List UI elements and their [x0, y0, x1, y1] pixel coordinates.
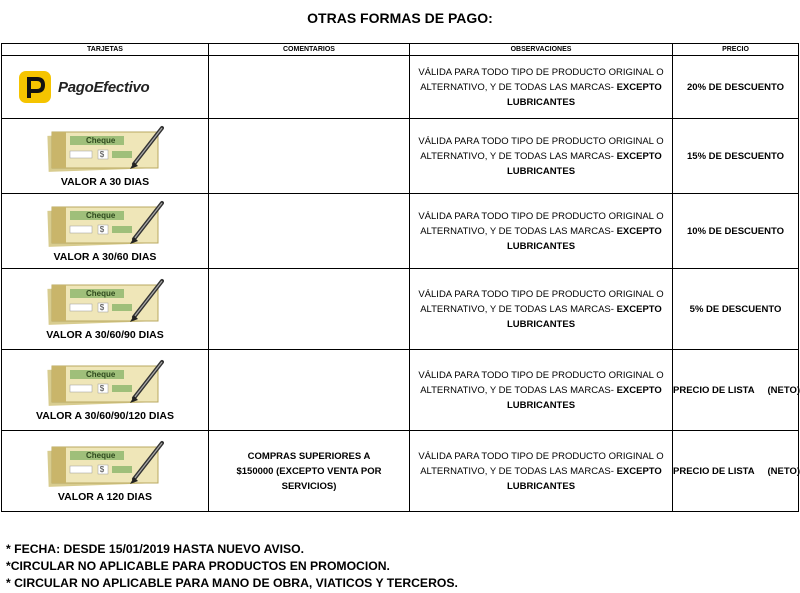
svg-text:$: $ — [99, 225, 105, 234]
table-header-row — [2, 44, 799, 56]
price-cell: PRECIO DE LISTA (NETO) — [673, 431, 799, 512]
observation-text: VÁLIDA PARA TODO TIPO DE PRODUCTO ORIGINAL O ALTERNATIVO, Y DE TODAS LAS MARCAS- — [418, 369, 664, 396]
observation-bold: EXCEPTO LUBRICANTES — [506, 384, 662, 411]
table-row — [2, 56, 799, 119]
price-cell: 20% DE DESCUENTO — [673, 56, 799, 119]
table-row — [2, 194, 799, 269]
observation-bold: EXCEPTO LUBRICANTES — [506, 81, 662, 108]
cheque-word: Cheque — [86, 136, 116, 145]
header-observaciones: OBSERVACIONES — [410, 44, 673, 56]
observation-text: VÁLIDA PARA TODO TIPO DE PRODUCTO ORIGINAL O ALTERNATIVO, Y DE TODAS LAS MARCAS- — [418, 288, 664, 315]
cheque-word: Cheque — [86, 451, 116, 460]
cheque-icon — [46, 277, 164, 327]
table-row — [2, 350, 799, 431]
price-cell: 10% DE DESCUENTO — [673, 194, 799, 269]
observation-text: VÁLIDA PARA TODO TIPO DE PRODUCTO ORIGINAL O ALTERNATIVO, Y DE TODAS LAS MARCAS- — [418, 66, 664, 93]
observation-bold: EXCEPTO LUBRICANTES — [506, 150, 662, 177]
table-row — [2, 119, 799, 194]
svg-text:$: $ — [99, 384, 105, 393]
card-cell — [2, 194, 209, 269]
cheque-label: VALOR A 30/60/90 DIAS — [46, 329, 164, 341]
cheque-label: VALOR A 30/60/90/120 DIAS — [36, 410, 174, 422]
table-row — [2, 269, 799, 350]
observation-bold: EXCEPTO LUBRICANTES — [506, 465, 662, 492]
comment-cell: COMPRAS SUPERIORES A $150000 (EXCEPTO VENTA POR SERVICIOS) — [209, 431, 410, 512]
svg-text:$: $ — [99, 465, 105, 474]
cheque-word: Cheque — [86, 370, 116, 379]
observation-text: VÁLIDA PARA TODO TIPO DE PRODUCTO ORIGINAL O ALTERNATIVO, Y DE TODAS LAS MARCAS- — [418, 135, 664, 162]
price-cell: PRECIO DE LISTA (NETO) — [673, 350, 799, 431]
cheque-word: Cheque — [86, 211, 116, 220]
comment-cell — [209, 119, 410, 194]
cheque-word: Cheque — [86, 289, 116, 298]
observation-cell — [410, 269, 673, 350]
comment-cell — [209, 194, 410, 269]
footnote-date: * FECHA: DESDE 15/01/2019 HASTA NUEVO AVISO. — [6, 542, 304, 556]
cheque-icon — [46, 124, 164, 174]
observation-cell — [410, 431, 673, 512]
cheque-icon — [46, 439, 164, 489]
payment-methods-table — [1, 43, 799, 512]
header-precio: PRECIO — [673, 44, 799, 56]
cheque-label: VALOR A 30/60 DIAS — [53, 251, 157, 263]
observation-cell — [410, 56, 673, 119]
observation-text: VÁLIDA PARA TODO TIPO DE PRODUCTO ORIGINAL O ALTERNATIVO, Y DE TODAS LAS MARCAS- — [418, 210, 664, 237]
pagoefectivo-logo — [2, 70, 208, 104]
price-cell: 5% DE DESCUENTO — [673, 269, 799, 350]
cheque-icon — [46, 199, 164, 249]
observation-bold: EXCEPTO LUBRICANTES — [506, 303, 662, 330]
comment-cell — [209, 56, 410, 119]
observation-cell — [410, 194, 673, 269]
header-comentarios: COMENTARIOS — [209, 44, 410, 56]
logo-text: PagoEfectivo — [58, 78, 150, 96]
cheque-label: VALOR A 30 DIAS — [60, 176, 150, 188]
price-cell: 15% DE DESCUENTO — [673, 119, 799, 194]
pagoefectivo-icon — [18, 70, 52, 104]
footnote-promo: *CIRCULAR NO APLICABLE PARA PRODUCTOS EN PROMOCION. — [6, 559, 390, 573]
cheque-icon — [46, 358, 164, 408]
header-tarjetas: TARJETAS — [2, 44, 209, 56]
footnotes — [6, 541, 458, 592]
card-cell — [2, 269, 209, 350]
observation-cell — [410, 119, 673, 194]
cheque-label: VALOR A 120 DIAS — [57, 491, 153, 503]
footnote-labor: * CIRCULAR NO APLICABLE PARA MANO DE OBRA, VIATICOS Y TERCEROS. — [6, 576, 458, 590]
comment-cell — [209, 350, 410, 431]
card-cell — [2, 350, 209, 431]
table-row — [2, 431, 799, 512]
svg-text:$: $ — [99, 150, 105, 159]
observation-text: VÁLIDA PARA TODO TIPO DE PRODUCTO ORIGINAL O ALTERNATIVO, Y DE TODAS LAS MARCAS- — [418, 450, 664, 477]
page-title: OTRAS FORMAS DE PAGO: — [307, 10, 493, 26]
observation-bold: EXCEPTO LUBRICANTES — [506, 225, 662, 252]
comment-cell — [209, 269, 410, 350]
card-cell — [2, 56, 209, 119]
card-cell — [2, 119, 209, 194]
card-cell — [2, 431, 209, 512]
svg-text:$: $ — [99, 303, 105, 312]
observation-cell — [410, 350, 673, 431]
